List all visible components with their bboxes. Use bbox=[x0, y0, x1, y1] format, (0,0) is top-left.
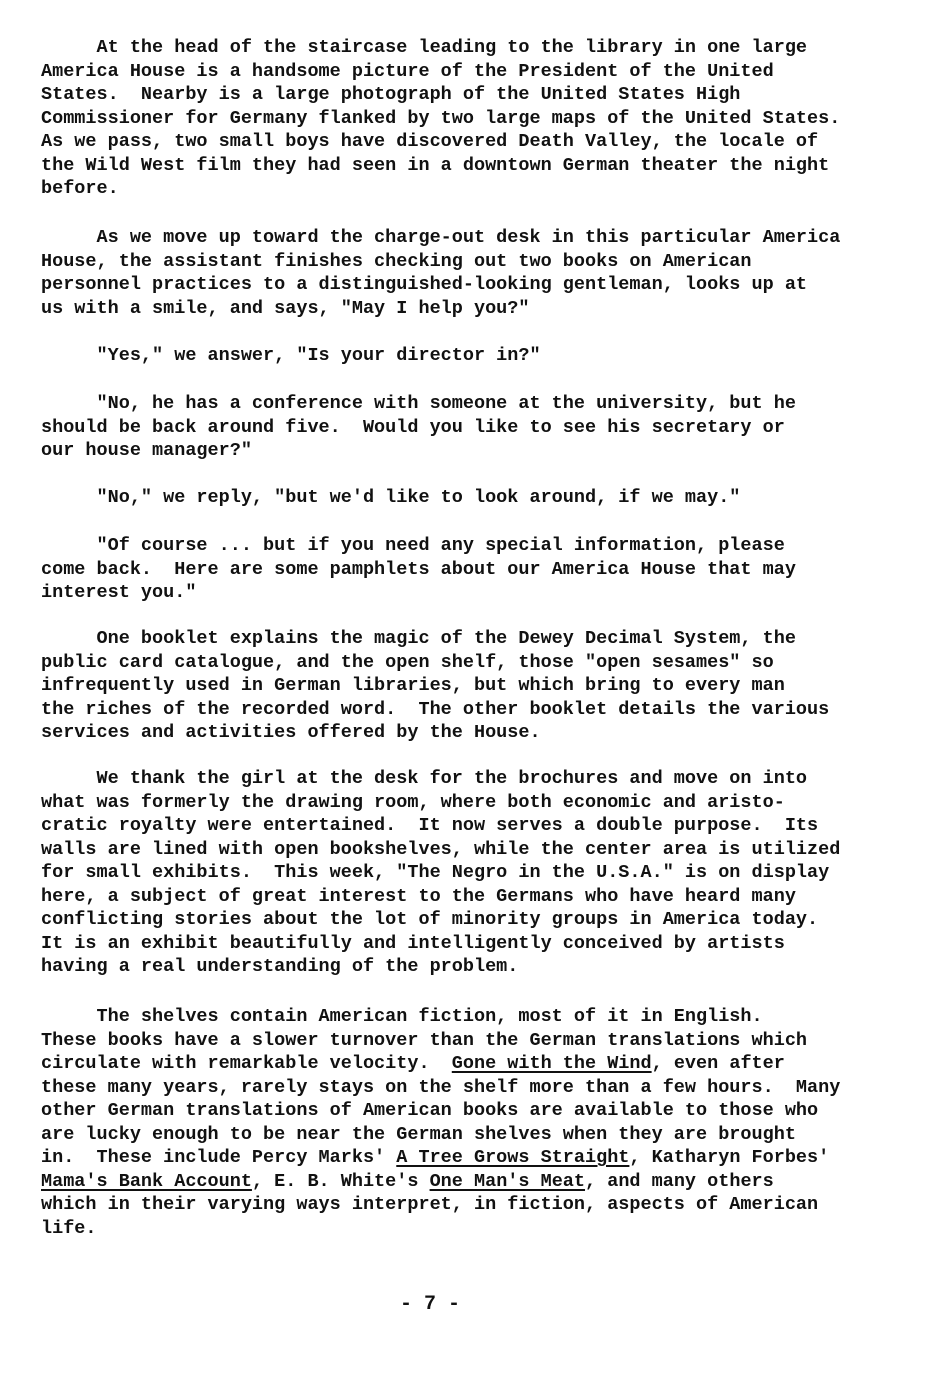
text-line: services and activities offered by the House. bbox=[41, 722, 541, 743]
text-line: The shelves contain American fiction, most of it in English. bbox=[41, 1006, 763, 1027]
book-title-mamas-bank-account: Mama's Bank Account bbox=[41, 1170, 252, 1192]
text-line: These books have a slower turnover than the German translations which bbox=[41, 1029, 808, 1051]
text-line: public card catalogue, and the open shelf, those "open sesames" so bbox=[41, 651, 774, 673]
text-run: , and many others bbox=[585, 1170, 774, 1192]
text-line: us with a smile, and says, "May I help you?" bbox=[41, 297, 530, 319]
text-line: which in their varying ways interpret, in fiction, aspects of American bbox=[41, 1194, 819, 1215]
text-run: , even after bbox=[651, 1053, 785, 1074]
text-line: the Wild West film they had seen in a downtown German theater the night bbox=[41, 154, 830, 176]
text-line: before. bbox=[41, 178, 119, 199]
text-line: the riches of the recorded word. The other booklet details the various bbox=[41, 698, 830, 720]
text-line: personnel practices to a distinguished-looking gentleman, looks up at bbox=[41, 274, 808, 295]
paragraph-4 bbox=[41, 392, 911, 463]
text-line: America House is a handsome picture of the President of the United bbox=[41, 60, 774, 82]
text-line: It is an exhibit beautifully and intelligently conceived by artists bbox=[41, 932, 785, 954]
text-line: "No, he has a conference with someone at the university, but he bbox=[41, 393, 796, 414]
text-line: here, a subject of great interest to the Germans who have heard many bbox=[41, 885, 796, 907]
text-line: Commissioner for Germany flanked by two large maps of the United States. bbox=[41, 107, 841, 129]
text-line: come back. Here are some pamphlets about our America House that may bbox=[41, 558, 796, 580]
text-line: our house manager?" bbox=[41, 440, 252, 461]
text-run: , E. B. White's bbox=[251, 1170, 430, 1192]
text-line: life. bbox=[41, 1217, 97, 1239]
text-line: One booklet explains the magic of the Dewey Decimal System, the bbox=[41, 628, 796, 649]
paragraph-5 bbox=[41, 486, 911, 510]
paragraph-2 bbox=[41, 226, 911, 320]
text-line: States. Nearby is a large photograph of the United States High bbox=[41, 84, 741, 105]
book-title-gone-with-the-wind: Gone with the Wind bbox=[451, 1053, 652, 1074]
text-line: walls are lined with open bookshelves, while the center area is utilized bbox=[41, 838, 841, 860]
text-line bbox=[41, 1052, 911, 1076]
text-line: As we pass, two small boys have discovered Death Valley, the locale of bbox=[41, 131, 819, 152]
text-line: As we move up toward the charge-out desk in this particular America bbox=[41, 227, 841, 248]
text-line: what was formerly the drawing room, where both economic and aristo- bbox=[41, 791, 785, 813]
text-line: infrequently used in German libraries, but which bring to every man bbox=[41, 675, 785, 696]
paragraph-9 bbox=[41, 1005, 911, 1240]
text-line: these many years, rarely stays on the shelf more than a few hours. Many bbox=[41, 1076, 841, 1098]
paragraph-8 bbox=[41, 767, 911, 979]
paragraph-7 bbox=[41, 627, 911, 745]
text-run: , Katharyn Forbes' bbox=[629, 1147, 830, 1168]
text-run: circulate with remarkable velocity. bbox=[41, 1053, 452, 1074]
text-line bbox=[41, 1146, 911, 1170]
text-line: should be back around five. Would you like to see his secretary or bbox=[41, 416, 785, 438]
text-run: in. These include Percy Marks' bbox=[41, 1147, 397, 1168]
text-line: having a real understanding of the problem. bbox=[41, 956, 519, 977]
text-line: conflicting stories about the lot of minority groups in America today. bbox=[41, 909, 819, 930]
book-title-one-mans-meat: One Man's Meat bbox=[429, 1170, 586, 1192]
text-line: for small exhibits. This week, "The Negro in the U.S.A." is on display bbox=[41, 862, 830, 883]
book-title-a-tree-grows-straight: A Tree Grows Straight bbox=[396, 1147, 630, 1168]
text-line: "Yes," we answer, "Is your director in?" bbox=[41, 345, 541, 366]
text-line: We thank the girl at the desk for the brochures and move on into bbox=[41, 768, 808, 789]
text-line: interest you." bbox=[41, 582, 197, 603]
text-line: House, the assistant finishes checking out two books on American bbox=[41, 250, 752, 272]
text-line: "Of course ... but if you need any special information, please bbox=[41, 535, 785, 556]
text-line: cratic royalty were entertained. It now serves a double purpose. Its bbox=[41, 815, 819, 836]
text-line: other German translations of American books are available to those who bbox=[41, 1100, 819, 1121]
text-line: "No," we reply, "but we'd like to look around, if we may." bbox=[41, 487, 741, 508]
text-line bbox=[41, 1170, 911, 1194]
paragraph-1 bbox=[41, 36, 911, 201]
paragraph-6 bbox=[41, 534, 911, 605]
page-number: - 7 - bbox=[399, 1293, 460, 1316]
text-line: At the head of the staircase leading to the library in one large bbox=[41, 37, 808, 58]
paragraph-3 bbox=[41, 344, 911, 368]
text-line: are lucky enough to be near the German shelves when they are brought bbox=[41, 1123, 796, 1145]
